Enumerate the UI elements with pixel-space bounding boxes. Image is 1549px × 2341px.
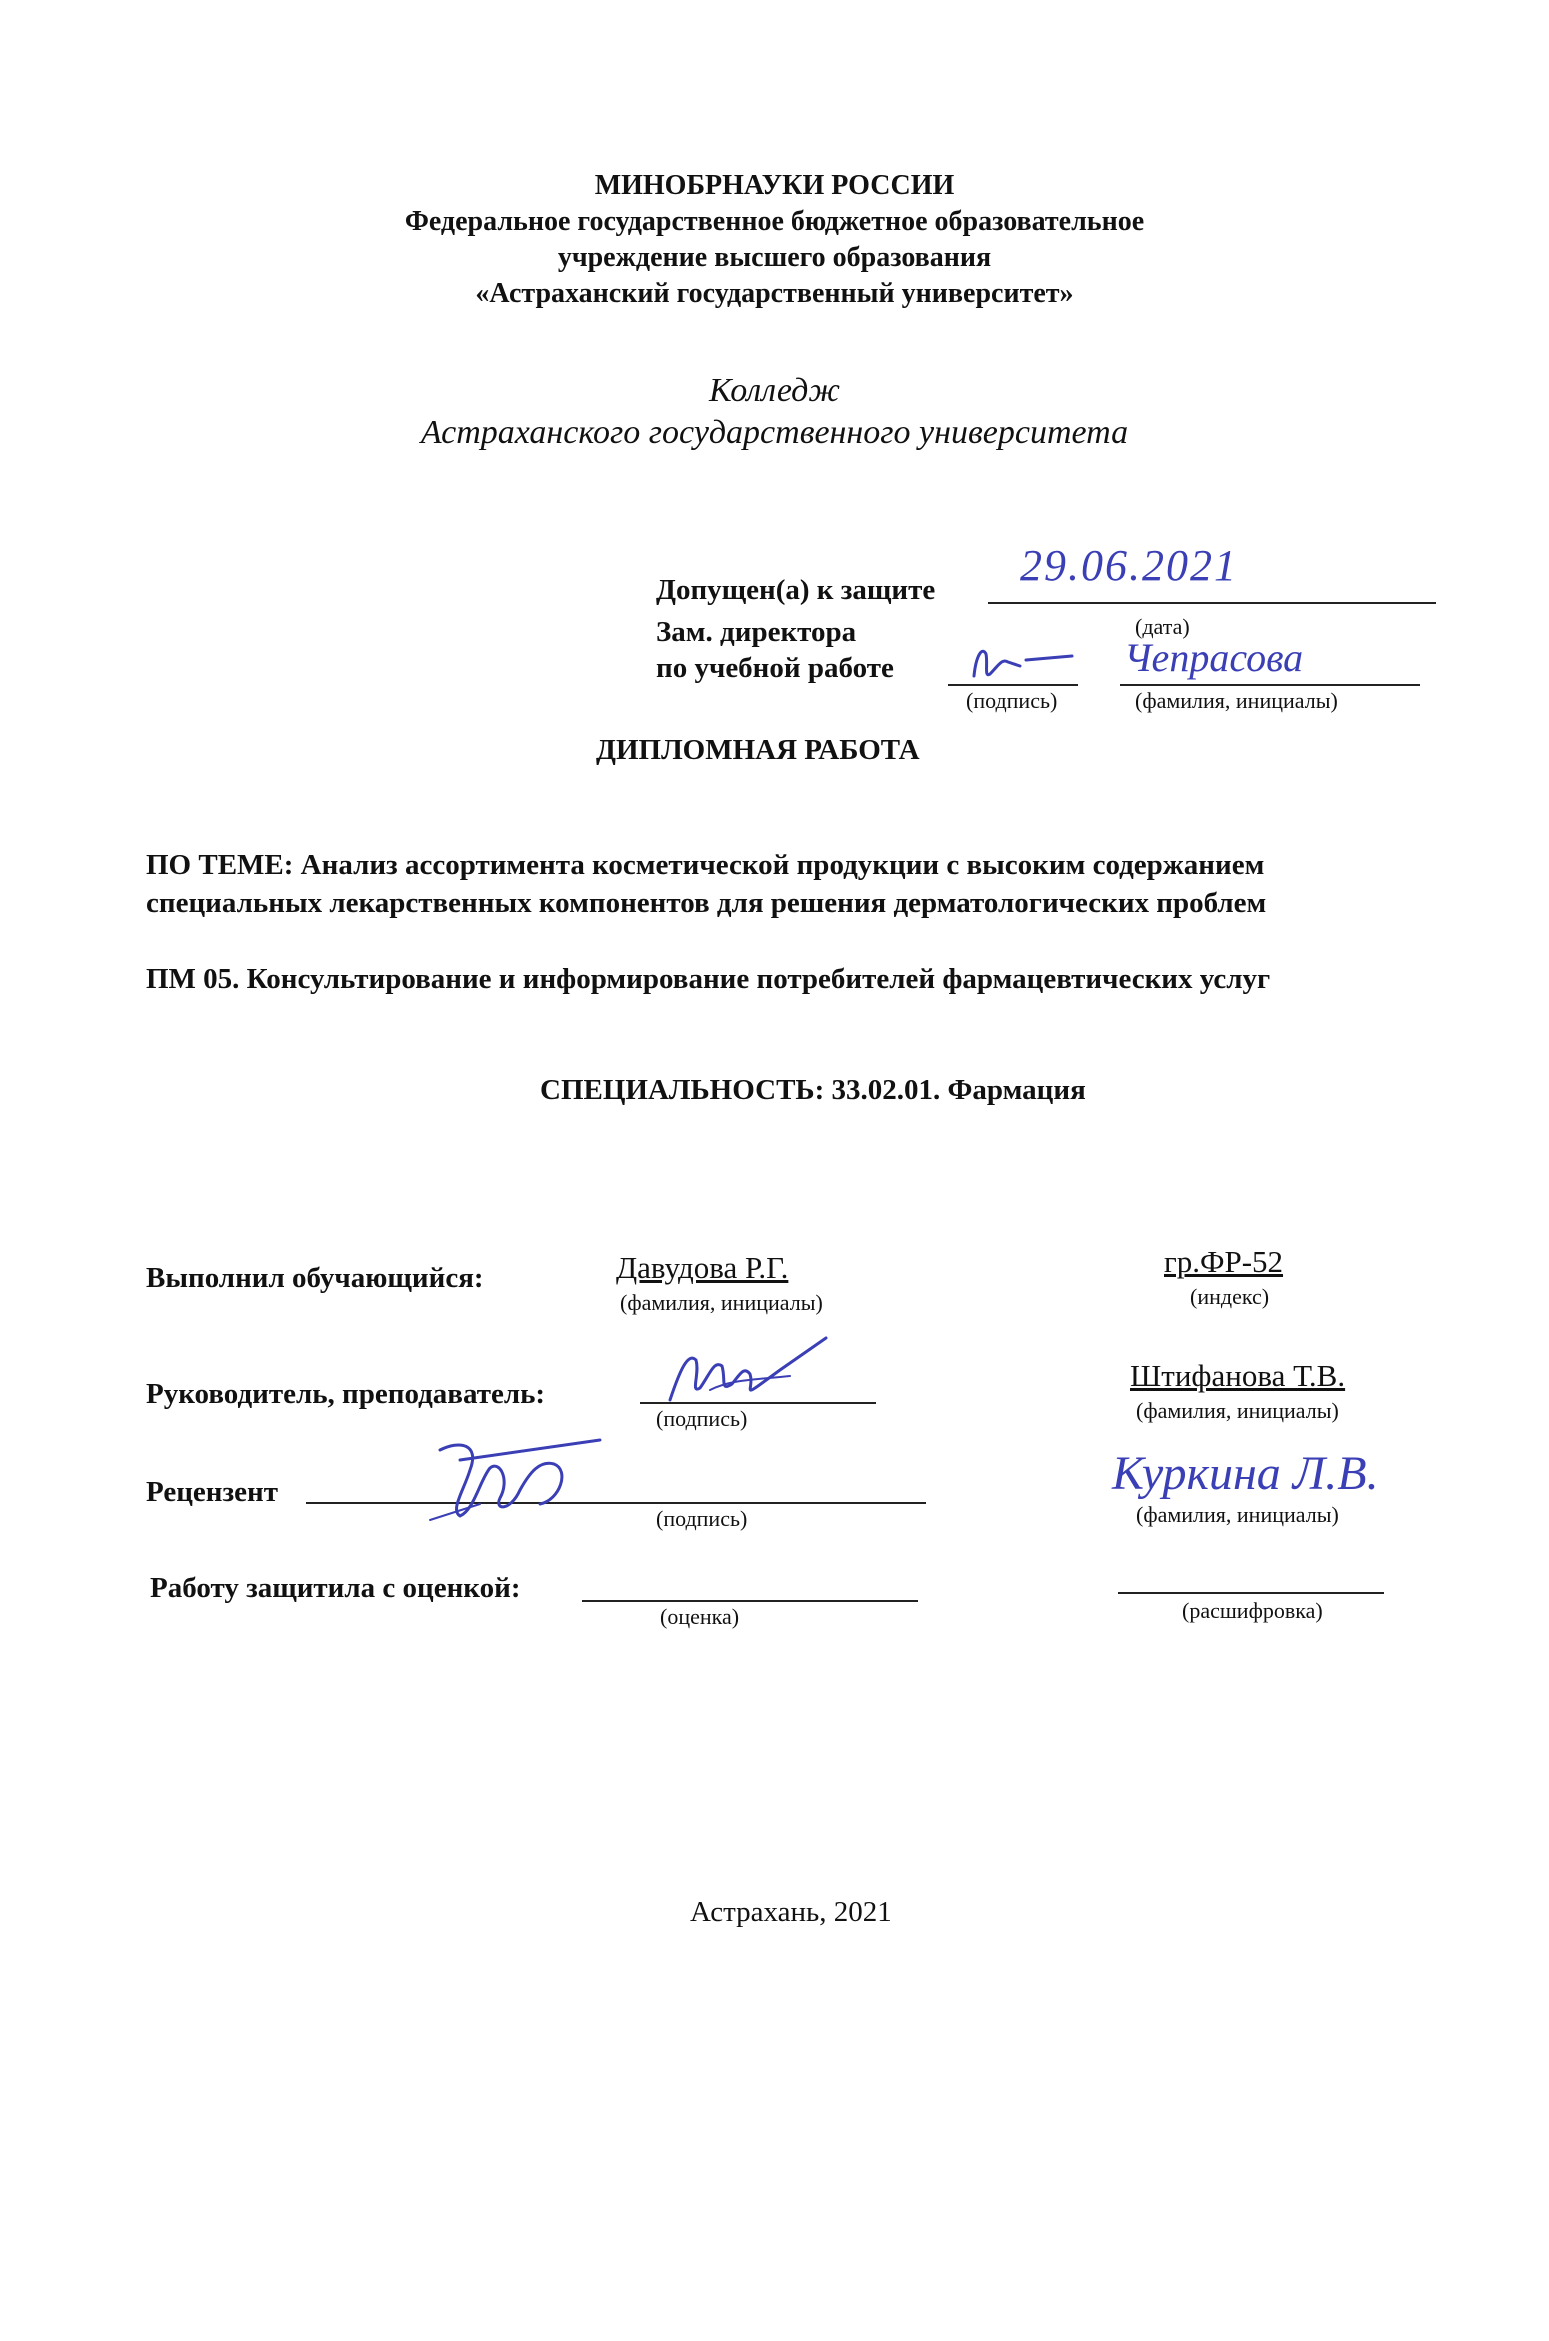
student-group: гр.ФР-52: [1164, 1244, 1284, 1279]
supervisor-name: Штифанова Т.В.: [1130, 1358, 1346, 1393]
reviewer-name-handwritten: Куркина Л.В.: [1112, 1447, 1379, 1500]
institution-line-3: «Астраханский государственный университет»: [475, 278, 1074, 309]
grade-label: Работу защитила с оценкой:: [150, 1572, 521, 1604]
student-label: Выполнил обучающийся:: [146, 1262, 484, 1294]
reviewer-signature-caption: (подпись): [656, 1506, 748, 1531]
student-name: Давудова Р.Г.: [616, 1250, 789, 1285]
ministry-name: МИНОБРНАУКИ РОССИИ: [594, 170, 955, 201]
date-caption: (дата): [1135, 614, 1190, 639]
admitted-label: Допущен(а) к защите: [656, 574, 936, 606]
grade-line: [582, 1600, 918, 1602]
grade-decode-line: [1118, 1592, 1384, 1594]
deputy-name-handwritten: Чепрасова: [1124, 635, 1304, 680]
deputy-label-2: по учебной работе: [656, 652, 894, 684]
grade-decode-caption: (расшифровка): [1182, 1598, 1323, 1623]
institution-line-2: учреждение высшего образования: [557, 242, 992, 273]
reviewer-signature: [420, 1420, 610, 1530]
college-line-1: Колледж: [708, 372, 840, 409]
professional-module: ПМ 05. Консультирование и информирование потребителей фармацевтических услуг: [146, 963, 1271, 995]
supervisor-signature-caption: (подпись): [656, 1406, 748, 1431]
deputy-signature-caption: (подпись): [966, 688, 1058, 713]
topic-line-1: ПО ТЕМЕ: Анализ ассортимента косметической продукции с высоким содержанием: [146, 849, 1265, 881]
specialty: СПЕЦИАЛЬНОСТЬ: 33.02.01. Фармация: [540, 1074, 1086, 1106]
institution-line-1: Федеральное государственное бюджетное образовательное: [404, 206, 1145, 237]
admission-date-line: [988, 602, 1436, 604]
deputy-name-line: [1120, 684, 1420, 686]
student-group-caption: (индекс): [1190, 1284, 1270, 1309]
college-line-2: Астраханского государственного университета: [420, 414, 1129, 451]
student-name-caption: (фамилия, инициалы): [620, 1290, 823, 1315]
city-year: Астрахань, 2021: [690, 1896, 892, 1928]
work-type: ДИПЛОМНАЯ РАБОТА: [596, 734, 920, 766]
topic-line-2: специальных лекарственных компонентов для решения дерматологических проблем: [146, 887, 1267, 919]
reviewer-name-caption: (фамилия, инициалы): [1136, 1502, 1339, 1527]
supervisor-label: Руководитель, преподаватель:: [146, 1378, 546, 1410]
reviewer-signature-line: [306, 1502, 926, 1504]
deputy-label-1: Зам. директора: [656, 616, 857, 648]
grade-caption: (оценка): [660, 1604, 740, 1629]
deputy-name-caption: (фамилия, инициалы): [1135, 688, 1338, 713]
supervisor-name-caption: (фамилия, инициалы): [1136, 1398, 1339, 1423]
reviewer-label: Рецензент: [146, 1476, 278, 1508]
admission-date-handwritten: 29.06.2021: [1020, 541, 1238, 590]
deputy-signature: [968, 636, 1078, 686]
